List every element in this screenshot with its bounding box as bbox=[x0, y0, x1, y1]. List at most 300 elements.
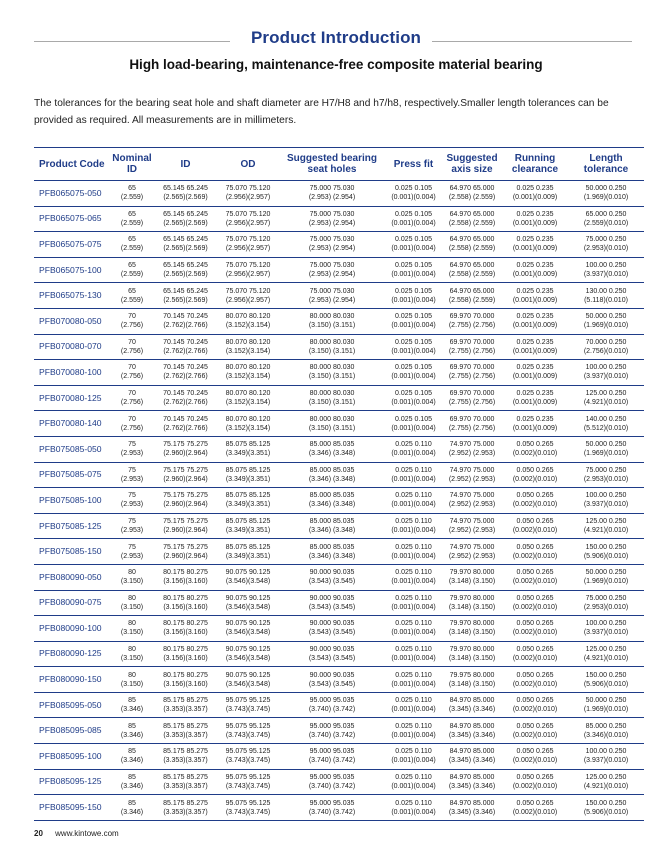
inch-value: (3.937)(0.010) bbox=[583, 757, 629, 765]
inch-value: (2.952) (2.953) bbox=[448, 552, 496, 560]
title-rule-right bbox=[432, 41, 632, 42]
metric-value: 69.970 70.000 bbox=[449, 313, 495, 321]
cell-running-clearance bbox=[502, 488, 568, 514]
cell-length-tolerance bbox=[568, 564, 644, 590]
metric-value: 0.025 0.110 bbox=[395, 594, 432, 602]
inch-value: (2.960)(2.964) bbox=[163, 552, 208, 560]
page-subtitle: High load-bearing, maintenance-free composite material bearing bbox=[129, 57, 543, 72]
metric-value: 70.145 70.245 bbox=[163, 313, 208, 321]
inch-value: (4.921)(0.010) bbox=[583, 527, 629, 535]
cell-press-fit bbox=[385, 590, 442, 616]
cell-seat-hole bbox=[279, 462, 385, 488]
inch-value: (2.953) (2.954) bbox=[308, 296, 356, 304]
cell-product-code: PFB075085-075 bbox=[34, 462, 110, 488]
metric-value: 65.145 65.245 bbox=[163, 262, 208, 270]
metric-value: 84.970 85.000 bbox=[449, 722, 495, 730]
cell-nominal-id bbox=[110, 206, 154, 232]
metric-value: 90.075 90.125 bbox=[225, 620, 271, 628]
metric-value: 75.000 0.250 bbox=[585, 466, 627, 474]
table-row bbox=[34, 795, 644, 821]
inch-value: (2.952) (2.953) bbox=[448, 475, 496, 483]
cell-axis-size bbox=[442, 206, 502, 232]
inch-value: (2.960)(2.964) bbox=[163, 450, 208, 458]
cell-id bbox=[154, 181, 217, 207]
cell-product-code: PFB075085-050 bbox=[34, 436, 110, 462]
metric-value: 85.075 85.125 bbox=[225, 441, 271, 449]
metric-value: 50.000 0.250 bbox=[585, 697, 627, 705]
inch-value: (3.740) (3.742) bbox=[308, 782, 356, 790]
cell-seat-hole bbox=[279, 308, 385, 334]
metric-value: 85.075 85.125 bbox=[225, 492, 271, 500]
inch-value: (3.937)(0.010) bbox=[583, 501, 629, 509]
inch-value: (0.001)(0.004) bbox=[391, 271, 436, 279]
metric-value: 0.025 0.235 bbox=[516, 364, 554, 372]
cell-length-tolerance bbox=[568, 232, 644, 258]
website-link[interactable]: www.kintowe.com bbox=[55, 829, 119, 838]
cell-seat-hole bbox=[279, 718, 385, 744]
cell-id bbox=[154, 692, 217, 718]
cell-press-fit bbox=[385, 360, 442, 386]
inch-value: (0.002)(0.010) bbox=[512, 731, 558, 739]
inch-value: (3.743)(3.745) bbox=[225, 757, 271, 765]
inch-value: (3.543) (3.545) bbox=[308, 578, 356, 586]
cell-seat-hole bbox=[279, 539, 385, 565]
inch-value: (0.002)(0.010) bbox=[512, 808, 558, 816]
metric-value: 74.970 75.000 bbox=[449, 492, 495, 500]
cell-product-code: PFB070080-140 bbox=[34, 411, 110, 437]
inch-value: (3.937)(0.010) bbox=[583, 271, 629, 279]
cell-press-fit bbox=[385, 411, 442, 437]
metric-value: 80 bbox=[128, 594, 136, 602]
inch-value: (3.156)(3.160) bbox=[163, 603, 208, 611]
cell-nominal-id bbox=[110, 667, 154, 693]
metric-value: 85.175 85.275 bbox=[163, 773, 208, 781]
metric-value: 0.025 0.105 bbox=[395, 262, 432, 270]
metric-value: 75.000 75.030 bbox=[309, 287, 355, 295]
cell-id bbox=[154, 206, 217, 232]
inch-value: (3.543) (3.545) bbox=[308, 680, 356, 688]
metric-value: 75.000 0.250 bbox=[585, 594, 627, 602]
inch-value: (2.952) (2.953) bbox=[448, 450, 496, 458]
cell-seat-hole bbox=[279, 641, 385, 667]
cell-length-tolerance bbox=[568, 206, 644, 232]
cell-od bbox=[217, 718, 279, 744]
metric-value: 0.025 0.105 bbox=[395, 390, 432, 398]
metric-value: 0.025 0.105 bbox=[395, 185, 432, 193]
inch-value: (0.001)(0.004) bbox=[391, 552, 436, 560]
cell-seat-hole bbox=[279, 488, 385, 514]
metric-value: 0.025 0.105 bbox=[395, 236, 432, 244]
table-row bbox=[34, 769, 644, 795]
metric-value: 74.970 75.000 bbox=[449, 543, 495, 551]
table-row bbox=[34, 181, 644, 207]
inch-value: (3.346) (3.348) bbox=[308, 552, 356, 560]
inch-value: (3.346) bbox=[120, 731, 144, 739]
cell-id bbox=[154, 462, 217, 488]
inch-value: (1.969)(0.010) bbox=[583, 322, 629, 330]
cell-axis-size bbox=[442, 181, 502, 207]
metric-value: 0.025 0.235 bbox=[516, 236, 554, 244]
cell-od bbox=[217, 232, 279, 258]
cell-running-clearance bbox=[502, 181, 568, 207]
metric-value: 95.000 95.035 bbox=[309, 748, 355, 756]
inch-value: (2.953)(0.010) bbox=[583, 475, 629, 483]
cell-product-code: PFB085095-100 bbox=[34, 744, 110, 770]
cell-product-code: PFB070080-100 bbox=[34, 360, 110, 386]
metric-value: 80.070 80.120 bbox=[225, 338, 271, 346]
cell-running-clearance bbox=[502, 232, 568, 258]
metric-value: 85.000 85.035 bbox=[309, 518, 355, 526]
inch-value: (2.953)(0.010) bbox=[583, 245, 629, 253]
cell-id bbox=[154, 308, 217, 334]
cell-length-tolerance bbox=[568, 436, 644, 462]
inch-value: (2.953) bbox=[120, 450, 144, 458]
cell-running-clearance bbox=[502, 718, 568, 744]
cell-nominal-id bbox=[110, 283, 154, 309]
cell-axis-size bbox=[442, 411, 502, 437]
metric-value: 70 bbox=[128, 415, 136, 423]
cell-running-clearance bbox=[502, 795, 568, 821]
cell-product-code: PFB065075-130 bbox=[34, 283, 110, 309]
metric-value: 125.00 0.250 bbox=[585, 518, 627, 526]
cell-press-fit bbox=[385, 308, 442, 334]
metric-value: 65 bbox=[128, 210, 136, 218]
cell-product-code: PFB065075-050 bbox=[34, 181, 110, 207]
inch-value: (2.953) bbox=[120, 475, 144, 483]
inch-value: (0.001)(0.004) bbox=[391, 527, 436, 535]
inch-value: (0.001)(0.009) bbox=[512, 373, 558, 381]
inch-value: (3.150) (3.151) bbox=[308, 373, 356, 381]
inch-value: (2.559) bbox=[120, 245, 144, 253]
inch-value: (2.762)(2.766) bbox=[163, 373, 208, 381]
metric-value: 80.000 80.030 bbox=[309, 313, 355, 321]
inch-value: (5.512)(0.010) bbox=[583, 424, 629, 432]
metric-value: 90.000 90.035 bbox=[309, 594, 355, 602]
metric-value: 0.025 0.235 bbox=[516, 262, 554, 270]
inch-value: (2.953) (2.954) bbox=[308, 194, 356, 202]
cell-press-fit bbox=[385, 616, 442, 642]
metric-value: 0.050 0.265 bbox=[516, 645, 554, 653]
inch-value: (0.001)(0.009) bbox=[512, 296, 558, 304]
cell-seat-hole bbox=[279, 795, 385, 821]
inch-value: (0.001)(0.009) bbox=[512, 424, 558, 432]
inch-value: (2.953) (2.954) bbox=[308, 245, 356, 253]
inch-value: (2.559) bbox=[120, 194, 144, 202]
cell-product-code: PFB085095-150 bbox=[34, 795, 110, 821]
metric-value: 85.000 0.250 bbox=[585, 722, 627, 730]
metric-value: 64.970 65.000 bbox=[449, 287, 495, 295]
cell-length-tolerance bbox=[568, 795, 644, 821]
inch-value: (0.002)(0.010) bbox=[512, 475, 558, 483]
cell-nominal-id bbox=[110, 769, 154, 795]
inch-value: (2.565)(2.569) bbox=[163, 245, 208, 253]
cell-press-fit bbox=[385, 462, 442, 488]
inch-value: (0.001)(0.009) bbox=[512, 271, 558, 279]
inch-value: (3.349)(3.351) bbox=[225, 450, 271, 458]
metric-value: 65.145 65.245 bbox=[163, 185, 208, 193]
metric-value: 85 bbox=[128, 748, 136, 756]
inch-value: (0.001)(0.004) bbox=[391, 706, 436, 714]
inch-value: (3.937)(0.010) bbox=[583, 373, 629, 381]
cell-seat-hole bbox=[279, 769, 385, 795]
metric-value: 0.050 0.265 bbox=[516, 773, 554, 781]
cell-od bbox=[217, 436, 279, 462]
cell-seat-hole bbox=[279, 181, 385, 207]
metric-value: 75 bbox=[128, 543, 136, 551]
metric-value: 90.075 90.125 bbox=[225, 594, 271, 602]
inch-value: (0.001)(0.004) bbox=[391, 680, 436, 688]
metric-value: 150.00 0.250 bbox=[585, 671, 627, 679]
inch-value: (5.118)(0.010) bbox=[584, 296, 628, 304]
table-row bbox=[34, 564, 644, 590]
inch-value: (2.565)(2.569) bbox=[163, 296, 208, 304]
inch-value: (3.353)(3.357) bbox=[163, 731, 208, 739]
inch-value: (2.956)(2.957) bbox=[225, 219, 271, 227]
inch-value: (2.762)(2.766) bbox=[163, 347, 208, 355]
metric-value: 90.075 90.125 bbox=[225, 569, 271, 577]
metric-value: 74.970 75.000 bbox=[449, 466, 495, 474]
cell-running-clearance bbox=[502, 257, 568, 283]
metric-value: 85.175 85.275 bbox=[163, 799, 208, 807]
inch-value: (3.740) (3.742) bbox=[308, 808, 356, 816]
inch-value: (2.755) (2.756) bbox=[448, 373, 496, 381]
metric-value: 0.050 0.265 bbox=[516, 671, 554, 679]
cell-press-fit bbox=[385, 641, 442, 667]
cell-length-tolerance bbox=[568, 744, 644, 770]
metric-value: 0.025 0.110 bbox=[395, 569, 432, 577]
cell-length-tolerance bbox=[568, 667, 644, 693]
cell-press-fit bbox=[385, 206, 442, 232]
metric-value: 50.000 0.250 bbox=[585, 313, 627, 321]
inch-value: (0.001)(0.004) bbox=[391, 399, 436, 407]
inch-value: (3.346) (3.348) bbox=[308, 527, 356, 535]
cell-product-code: PFB080090-050 bbox=[34, 564, 110, 590]
metric-value: 95.075 95.125 bbox=[225, 748, 271, 756]
inch-value: (0.001)(0.004) bbox=[391, 629, 436, 637]
cell-product-code: PFB080090-100 bbox=[34, 616, 110, 642]
cell-nominal-id bbox=[110, 513, 154, 539]
inch-value: (0.002)(0.010) bbox=[512, 654, 558, 662]
cell-axis-size bbox=[442, 385, 502, 411]
metric-value: 85.075 85.125 bbox=[225, 518, 271, 526]
metric-value: 69.970 70.000 bbox=[449, 364, 495, 372]
metric-value: 0.025 0.110 bbox=[395, 773, 432, 781]
cell-nominal-id bbox=[110, 360, 154, 386]
inch-value: (3.346)(0.010) bbox=[583, 731, 629, 739]
metric-value: 75.000 75.030 bbox=[309, 262, 355, 270]
cell-press-fit bbox=[385, 539, 442, 565]
inch-value: (0.001)(0.009) bbox=[512, 322, 558, 330]
cell-product-code: PFB080090-150 bbox=[34, 667, 110, 693]
cell-axis-size bbox=[442, 769, 502, 795]
cell-axis-size bbox=[442, 744, 502, 770]
cell-press-fit bbox=[385, 564, 442, 590]
cell-product-code: PFB075085-125 bbox=[34, 513, 110, 539]
inch-value: (0.001)(0.004) bbox=[391, 322, 436, 330]
cell-product-code: PFB085095-125 bbox=[34, 769, 110, 795]
inch-value: (3.743)(3.745) bbox=[225, 808, 271, 816]
inch-value: (0.001)(0.009) bbox=[512, 347, 558, 355]
inch-value: (5.906)(0.010) bbox=[583, 552, 629, 560]
metric-value: 0.050 0.265 bbox=[516, 748, 554, 756]
inch-value: (2.756) bbox=[120, 399, 144, 407]
inch-value: (0.002)(0.010) bbox=[512, 629, 558, 637]
page-footer bbox=[34, 829, 119, 838]
cell-id bbox=[154, 385, 217, 411]
table-row bbox=[34, 744, 644, 770]
metric-value: 80 bbox=[128, 620, 136, 628]
metric-value: 0.050 0.265 bbox=[516, 543, 554, 551]
cell-od bbox=[217, 385, 279, 411]
metric-value: 80.000 80.030 bbox=[309, 390, 355, 398]
metric-value: 64.970 65.000 bbox=[449, 262, 495, 270]
metric-value: 80.175 80.275 bbox=[163, 645, 208, 653]
cell-running-clearance bbox=[502, 436, 568, 462]
inch-value: (0.001)(0.004) bbox=[391, 782, 436, 790]
cell-running-clearance bbox=[502, 411, 568, 437]
cell-od bbox=[217, 667, 279, 693]
inch-value: (2.559) bbox=[120, 219, 144, 227]
table-row bbox=[34, 616, 644, 642]
inch-value: (2.960)(2.964) bbox=[163, 475, 208, 483]
page-title: Product Introduction bbox=[250, 28, 422, 47]
metric-value: 95.000 95.035 bbox=[309, 722, 355, 730]
cell-press-fit bbox=[385, 283, 442, 309]
inch-value: (3.156)(3.160) bbox=[163, 654, 208, 662]
inch-value: (0.001)(0.009) bbox=[512, 399, 558, 407]
cell-seat-hole bbox=[279, 257, 385, 283]
cell-od bbox=[217, 206, 279, 232]
cell-product-code: PFB065075-075 bbox=[34, 232, 110, 258]
metric-value: 0.025 0.235 bbox=[516, 313, 554, 321]
inch-value: (0.002)(0.010) bbox=[512, 706, 558, 714]
metric-value: 84.970 85.000 bbox=[449, 697, 495, 705]
metric-value: 70 bbox=[128, 313, 136, 321]
cell-seat-hole bbox=[279, 667, 385, 693]
cell-running-clearance bbox=[502, 360, 568, 386]
metric-value: 70.145 70.245 bbox=[163, 390, 208, 398]
cell-axis-size bbox=[442, 283, 502, 309]
inch-value: (2.559) bbox=[120, 271, 144, 279]
col-header-press-fit: Press fit bbox=[385, 148, 442, 181]
metric-value: 100.00 0.250 bbox=[585, 262, 627, 270]
cell-length-tolerance bbox=[568, 334, 644, 360]
inch-value: (3.353)(3.357) bbox=[163, 808, 208, 816]
metric-value: 84.970 85.000 bbox=[449, 799, 495, 807]
inch-value: (2.956)(2.957) bbox=[225, 296, 271, 304]
metric-value: 75.000 75.030 bbox=[309, 236, 355, 244]
cell-id bbox=[154, 590, 217, 616]
table-row bbox=[34, 385, 644, 411]
inch-value: (3.150) bbox=[120, 578, 144, 586]
inch-value: (3.740) (3.742) bbox=[308, 731, 356, 739]
metric-value: 65.145 65.245 bbox=[163, 287, 208, 295]
table-row bbox=[34, 513, 644, 539]
inch-value: (2.558) (2.559) bbox=[448, 219, 496, 227]
metric-value: 80.175 80.275 bbox=[163, 594, 208, 602]
cell-seat-hole bbox=[279, 232, 385, 258]
metric-value: 79.970 80.000 bbox=[449, 645, 495, 653]
metric-value: 80 bbox=[128, 645, 136, 653]
cell-axis-size bbox=[442, 360, 502, 386]
metric-value: 0.050 0.265 bbox=[516, 799, 554, 807]
metric-value: 79.970 80.000 bbox=[449, 620, 495, 628]
cell-od bbox=[217, 590, 279, 616]
metric-value: 80.175 80.275 bbox=[163, 620, 208, 628]
cell-running-clearance bbox=[502, 385, 568, 411]
inch-value: (2.762)(2.766) bbox=[163, 322, 208, 330]
inch-value: (3.152)(3.154) bbox=[225, 322, 271, 330]
cell-nominal-id bbox=[110, 411, 154, 437]
metric-value: 0.025 0.105 bbox=[395, 313, 432, 321]
metric-value: 0.025 0.110 bbox=[395, 748, 432, 756]
cell-length-tolerance bbox=[568, 411, 644, 437]
cell-id bbox=[154, 718, 217, 744]
inch-value: (2.565)(2.569) bbox=[163, 219, 208, 227]
inch-value: (3.152)(3.154) bbox=[225, 373, 271, 381]
metric-value: 140.00 0.250 bbox=[585, 415, 627, 423]
inch-value: (2.960)(2.964) bbox=[163, 527, 208, 535]
cell-id bbox=[154, 769, 217, 795]
metric-value: 0.025 0.105 bbox=[395, 287, 432, 295]
inch-value: (3.346) (3.348) bbox=[308, 475, 356, 483]
inch-value: (2.756) bbox=[120, 347, 144, 355]
cell-length-tolerance bbox=[568, 590, 644, 616]
cell-running-clearance bbox=[502, 334, 568, 360]
metric-value: 70 bbox=[128, 364, 136, 372]
inch-value: (3.345) (3.346) bbox=[448, 757, 496, 765]
metric-value: 75.175 75.275 bbox=[163, 441, 208, 449]
inch-value: (0.001)(0.004) bbox=[391, 296, 436, 304]
inch-value: (2.558) (2.559) bbox=[448, 245, 496, 253]
cell-product-code: PFB070080-070 bbox=[34, 334, 110, 360]
cell-running-clearance bbox=[502, 616, 568, 642]
cell-nominal-id bbox=[110, 692, 154, 718]
table-row bbox=[34, 411, 644, 437]
metric-value: 80.000 80.030 bbox=[309, 338, 355, 346]
inch-value: (0.001)(0.004) bbox=[391, 347, 436, 355]
metric-value: 0.025 0.235 bbox=[516, 415, 554, 423]
metric-value: 70.145 70.245 bbox=[163, 338, 208, 346]
cell-id bbox=[154, 488, 217, 514]
metric-value: 0.025 0.110 bbox=[395, 697, 432, 705]
cell-axis-size bbox=[442, 257, 502, 283]
inch-value: (2.755) (2.756) bbox=[448, 322, 496, 330]
cell-press-fit bbox=[385, 436, 442, 462]
cell-running-clearance bbox=[502, 462, 568, 488]
cell-seat-hole bbox=[279, 360, 385, 386]
cell-press-fit bbox=[385, 488, 442, 514]
inch-value: (2.565)(2.569) bbox=[163, 194, 208, 202]
metric-value: 80.175 80.275 bbox=[163, 671, 208, 679]
inch-value: (2.756) bbox=[120, 373, 144, 381]
cell-seat-hole bbox=[279, 206, 385, 232]
inch-value: (2.762)(2.766) bbox=[163, 399, 208, 407]
cell-nominal-id bbox=[110, 181, 154, 207]
cell-nominal-id bbox=[110, 641, 154, 667]
inch-value: (3.349)(3.351) bbox=[225, 552, 271, 560]
inch-value: (3.740) (3.742) bbox=[308, 757, 356, 765]
inch-value: (3.346) bbox=[120, 706, 144, 714]
metric-value: 80.000 80.030 bbox=[309, 415, 355, 423]
cell-seat-hole bbox=[279, 744, 385, 770]
metric-value: 100.00 0.250 bbox=[585, 748, 627, 756]
metric-value: 0.025 0.110 bbox=[395, 645, 432, 653]
col-header-running-clearance: Running clearance bbox=[502, 148, 568, 181]
inch-value: (0.002)(0.010) bbox=[512, 680, 558, 688]
cell-product-code: PFB085095-050 bbox=[34, 692, 110, 718]
inch-value: (1.969)(0.010) bbox=[583, 706, 629, 714]
